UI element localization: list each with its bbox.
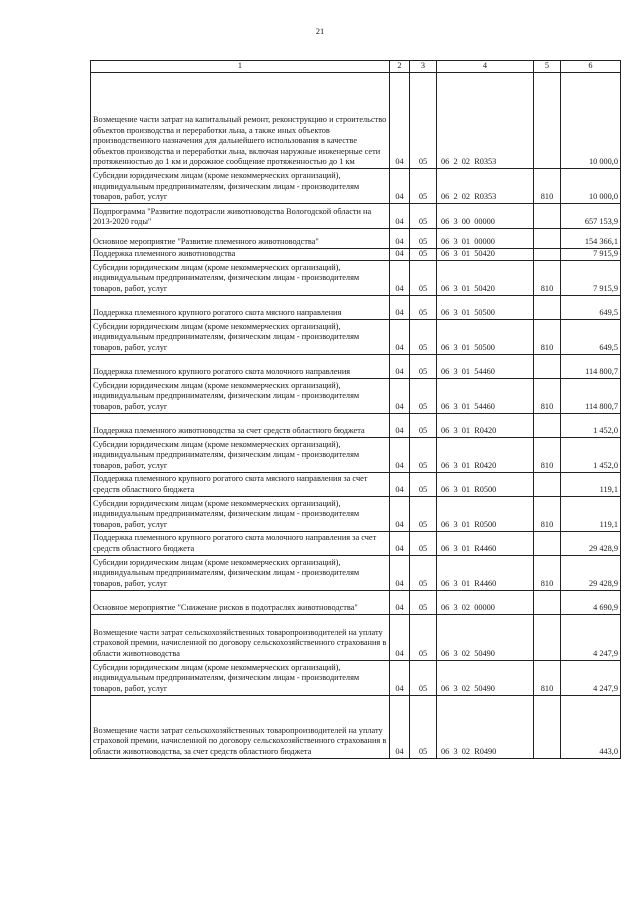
row-amount-cell: 10 000,0 [561,169,621,204]
row-section-cell: 04 [390,614,410,660]
row-target-code-cell: 06 3 02 50490 [437,660,534,695]
row-section-cell: 04 [390,354,410,378]
row-subsection-cell: 05 [410,378,437,413]
row-expense-type-cell: 810 [534,319,561,354]
row-target-code-cell: 06 3 01 54460 [437,378,534,413]
row-section-cell: 04 [390,413,410,437]
row-target-code-cell: 06 3 01 50500 [437,295,534,319]
row-name-cell: Субсидии юридическим лицам (кроме некоммерческих организаций), индивидуальным предпринимателям, физическим лицам - производителям товаров, работ, услуг [91,378,390,413]
row-target-code-cell: 06 3 01 R4460 [437,531,534,555]
row-expense-type-cell [534,229,561,249]
row-name-cell: Субсидии юридическим лицам (кроме некоммерческих организаций), индивидуальным предпринимателям, физическим лицам - производителям товаров, работ, услуг [91,169,390,204]
row-target-code-cell: 06 3 01 50420 [437,249,534,261]
row-amount-cell: 7 915,9 [561,260,621,295]
row-expense-type-cell: 810 [534,496,561,531]
row-section-cell: 04 [390,531,410,555]
table-row [91,354,621,378]
table-row [91,249,621,261]
row-amount-cell: 4 247,9 [561,660,621,695]
row-target-code-cell: 06 3 01 R4460 [437,555,534,590]
row-section-cell: 04 [390,472,410,496]
row-expense-type-cell [534,614,561,660]
table-row [91,260,621,295]
row-subsection-cell: 05 [410,590,437,614]
row-amount-cell: 119,1 [561,472,621,496]
row-target-code-cell: 06 3 01 50420 [437,260,534,295]
table-row [91,73,621,169]
row-amount-cell: 7 915,9 [561,249,621,261]
table-header [91,61,621,73]
row-amount-cell: 649,5 [561,319,621,354]
header-col-5: 5 [534,61,561,73]
row-section-cell: 04 [390,169,410,204]
row-expense-type-cell [534,413,561,437]
row-section-cell: 04 [390,496,410,531]
row-section-cell: 04 [390,378,410,413]
row-name-cell: Подпрограмма "Развитие подотрасли животноводства Вологодской области на 2013-2020 годы" [91,204,390,229]
row-target-code-cell: 06 3 01 00000 [437,229,534,249]
row-amount-cell: 29 428,9 [561,555,621,590]
table-row [91,614,621,660]
page-number: 21 [315,26,325,36]
table-row [91,169,621,204]
row-name-cell: Субсидии юридическим лицам (кроме некоммерческих организаций), индивидуальным предпринимателям, физическим лицам - производителям товаров, работ, услуг [91,437,390,472]
row-name-cell: Основное мероприятие "Развитие племенного животноводства" [91,229,390,249]
table-row [91,413,621,437]
row-section-cell: 04 [390,590,410,614]
row-amount-cell: 29 428,9 [561,531,621,555]
row-section-cell: 04 [390,204,410,229]
row-subsection-cell: 05 [410,295,437,319]
table-row [91,531,621,555]
row-section-cell: 04 [390,437,410,472]
row-subsection-cell: 05 [410,531,437,555]
row-expense-type-cell: 810 [534,437,561,472]
row-amount-cell: 114 800,7 [561,378,621,413]
row-expense-type-cell [534,531,561,555]
header-col-4: 4 [437,61,534,73]
row-target-code-cell: 06 3 01 R0420 [437,413,534,437]
row-subsection-cell: 05 [410,260,437,295]
row-name-cell: Возмещение части затрат сельскохозяйственных товаропроизводителей на уплату страховой премии, начисленной по договору сельскохозяйственного страхования в области животноводства, за счет средств областного бюджета [91,695,390,758]
row-expense-type-cell [534,695,561,758]
row-amount-cell: 114 800,7 [561,354,621,378]
row-target-code-cell: 06 2 02 R0353 [437,73,534,169]
row-name-cell: Возмещение части затрат сельскохозяйственных товаропроизводителей на уплату страховой премии, начисленной по договору сельскохозяйственного страхования в области животноводства [91,614,390,660]
row-expense-type-cell [534,472,561,496]
row-expense-type-cell [534,204,561,229]
header-col-6: 6 [561,61,621,73]
table-row [91,204,621,229]
row-amount-cell: 154 366,1 [561,229,621,249]
row-subsection-cell: 05 [410,614,437,660]
row-expense-type-cell: 810 [534,169,561,204]
table-row [91,378,621,413]
row-expense-type-cell [534,249,561,261]
table-row [91,319,621,354]
row-name-cell: Субсидии юридическим лицам (кроме некоммерческих организаций), индивидуальным предпринимателям, физическим лицам - производителям товаров, работ, услуг [91,319,390,354]
row-section-cell: 04 [390,73,410,169]
table-row [91,660,621,695]
row-name-cell: Поддержка племенного крупного рогатого скота молочного направления [91,354,390,378]
row-target-code-cell: 06 3 01 R0420 [437,437,534,472]
row-section-cell: 04 [390,660,410,695]
row-amount-cell: 1 452,0 [561,437,621,472]
row-target-code-cell: 06 3 02 50490 [437,614,534,660]
row-expense-type-cell: 810 [534,260,561,295]
budget-table [90,60,621,759]
row-subsection-cell: 05 [410,169,437,204]
row-section-cell: 04 [390,249,410,261]
row-section-cell: 04 [390,695,410,758]
row-expense-type-cell [534,590,561,614]
row-target-code-cell: 06 3 01 R0500 [437,496,534,531]
row-target-code-cell: 06 3 00 00000 [437,204,534,229]
header-col-1: 1 [91,61,390,73]
row-section-cell: 04 [390,555,410,590]
row-expense-type-cell [534,354,561,378]
row-expense-type-cell [534,73,561,169]
row-subsection-cell: 05 [410,555,437,590]
row-section-cell: 04 [390,229,410,249]
row-subsection-cell: 05 [410,413,437,437]
table-row [91,590,621,614]
row-amount-cell: 443,0 [561,695,621,758]
row-expense-type-cell [534,295,561,319]
row-subsection-cell: 05 [410,229,437,249]
row-section-cell: 04 [390,295,410,319]
table-row [91,555,621,590]
row-subsection-cell: 05 [410,695,437,758]
row-name-cell: Возмещение части затрат на капитальный ремонт, реконструкцию и строительство объектов производства и переработки льна, а также иных объектов производственного назначения для дальнейшего использования в качестве объектов производства и переработки льна, включая наружные инженерные сети протяженностью до 1 км и дорожное сообщение протяженностью до 1 км [91,73,390,169]
row-section-cell: 04 [390,319,410,354]
row-target-code-cell: 06 3 01 54460 [437,354,534,378]
row-name-cell: Поддержка племенного крупного рогатого скота мясного направления [91,295,390,319]
row-name-cell: Поддержка племенного животноводства [91,249,390,261]
row-name-cell: Поддержка племенного крупного рогатого скота молочного направления за счет средств областного бюджета [91,531,390,555]
row-subsection-cell: 05 [410,437,437,472]
row-expense-type-cell: 810 [534,378,561,413]
header-col-2: 2 [390,61,410,73]
row-amount-cell: 649,5 [561,295,621,319]
row-subsection-cell: 05 [410,472,437,496]
row-name-cell: Субсидии юридическим лицам (кроме некоммерческих организаций), индивидуальным предпринимателям, физическим лицам - производителям товаров, работ, услуг [91,660,390,695]
table-row [91,229,621,249]
row-name-cell: Субсидии юридическим лицам (кроме некоммерческих организаций), индивидуальным предпринимателям, физическим лицам - производителям товаров, работ, услуг [91,496,390,531]
row-subsection-cell: 05 [410,319,437,354]
row-expense-type-cell: 810 [534,660,561,695]
table-row [91,472,621,496]
row-amount-cell: 10 000,0 [561,73,621,169]
row-amount-cell: 1 452,0 [561,413,621,437]
row-amount-cell: 4 247,9 [561,614,621,660]
row-expense-type-cell: 810 [534,555,561,590]
row-subsection-cell: 05 [410,204,437,229]
row-target-code-cell: 06 3 02 00000 [437,590,534,614]
row-target-code-cell: 06 3 01 R0500 [437,472,534,496]
row-amount-cell: 119,1 [561,496,621,531]
row-subsection-cell: 05 [410,496,437,531]
row-subsection-cell: 05 [410,660,437,695]
row-name-cell: Поддержка племенного крупного рогатого скота мясного направления за счет средств областного бюджета [91,472,390,496]
row-subsection-cell: 05 [410,354,437,378]
row-target-code-cell: 06 2 02 R0353 [437,169,534,204]
row-amount-cell: 657 153,9 [561,204,621,229]
table-body [91,73,621,759]
row-name-cell: Поддержка племенного животноводства за счет средств областного бюджета [91,413,390,437]
row-target-code-cell: 06 3 02 R0490 [437,695,534,758]
row-name-cell: Субсидии юридическим лицам (кроме некоммерческих организаций), индивидуальным предпринимателям, физическим лицам - производителям товаров, работ, услуг [91,260,390,295]
header-col-3: 3 [410,61,437,73]
row-name-cell: Основное мероприятие "Снижение рисков в подотраслях животноводства" [91,590,390,614]
row-amount-cell: 4 690,9 [561,590,621,614]
table-row [91,295,621,319]
row-subsection-cell: 05 [410,73,437,169]
table-row [91,496,621,531]
row-target-code-cell: 06 3 01 50500 [437,319,534,354]
row-name-cell: Субсидии юридическим лицам (кроме некоммерческих организаций), индивидуальным предпринимателям, физическим лицам - производителям товаров, работ, услуг [91,555,390,590]
row-section-cell: 04 [390,260,410,295]
table-row [91,695,621,758]
table-row [91,437,621,472]
row-subsection-cell: 05 [410,249,437,261]
